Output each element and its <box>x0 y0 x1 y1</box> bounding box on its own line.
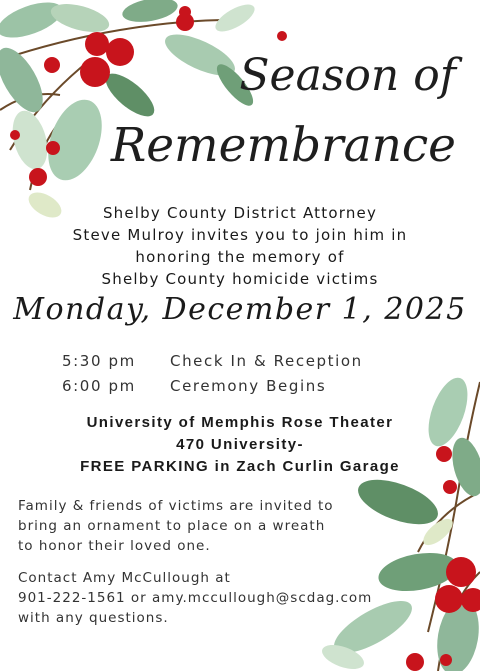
note-line: Family & friends of victims are invited to <box>18 498 334 514</box>
event-date: Monday, December 1, 2025 <box>13 292 467 327</box>
schedule-row <box>62 349 363 374</box>
event-schedule <box>62 349 363 399</box>
contact-line: Contact Amy McCullough at <box>18 570 231 586</box>
venue-line: University of Memphis Rose Theater <box>86 414 394 431</box>
intro-line: Shelby County homicide victims <box>101 270 379 288</box>
schedule-time: 6:00 pm <box>62 377 136 395</box>
intro-line: honoring the memory of <box>135 248 345 266</box>
schedule-label: Ceremony Begins <box>170 377 327 395</box>
ornament-note <box>18 496 334 556</box>
intro-line: Steve Mulroy invites you to join him in <box>72 226 408 244</box>
contact-info <box>18 568 372 628</box>
venue-info <box>0 412 480 478</box>
venue-line: 470 University- <box>176 436 304 453</box>
schedule-row <box>62 374 363 399</box>
venue-line: FREE PARKING in Zach Curlin Garage <box>80 458 400 475</box>
title-line-1: Season of <box>239 50 456 101</box>
holly-berry-decoration-top <box>0 0 300 220</box>
note-line: bring an ornament to place on a wreath <box>18 518 326 534</box>
contact-line: with any questions. <box>18 610 169 626</box>
invitation-text <box>24 202 456 290</box>
intro-line: Shelby County District Attorney <box>102 204 378 222</box>
contact-line: 901-222-1561 or amy.mccullough@scdag.com <box>18 590 373 606</box>
schedule-time: 5:30 pm <box>62 352 136 370</box>
schedule-label: Check In & Reception <box>170 352 363 370</box>
note-line: to honor their loved one. <box>18 538 211 554</box>
leaves <box>0 0 259 220</box>
title-line-2: Remembrance <box>110 118 456 173</box>
